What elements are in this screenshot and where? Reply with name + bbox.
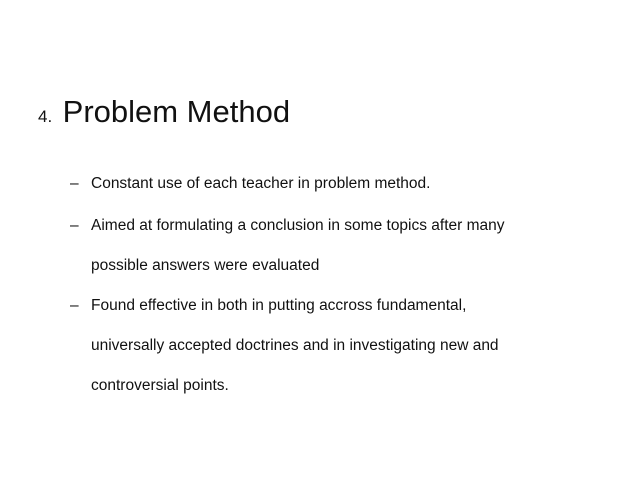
section-number: 4. (38, 107, 53, 126)
bullet-text: controversial points. (91, 377, 229, 394)
bullet-list (70, 172, 610, 406)
bullet-text: possible answers were evaluated (91, 257, 320, 274)
slide-heading (38, 94, 290, 130)
bullet-dash: – (70, 175, 79, 192)
bullet-item (70, 286, 610, 406)
bullet-text: universally accepted doctrines and in investigating new and (91, 337, 499, 354)
bullet-item (70, 172, 610, 196)
bullet-text: Aimed at formulating a conclusion in some topics after many (91, 217, 505, 234)
bullet-item (70, 206, 610, 286)
bullet-text: Constant use of each teacher in problem method. (91, 175, 431, 192)
bullet-dash: – (70, 297, 79, 314)
bullet-dash: – (70, 217, 79, 234)
slide-title: Problem Method (62, 94, 291, 129)
bullet-text: Found effective in both in putting accross fundamental, (91, 297, 467, 314)
